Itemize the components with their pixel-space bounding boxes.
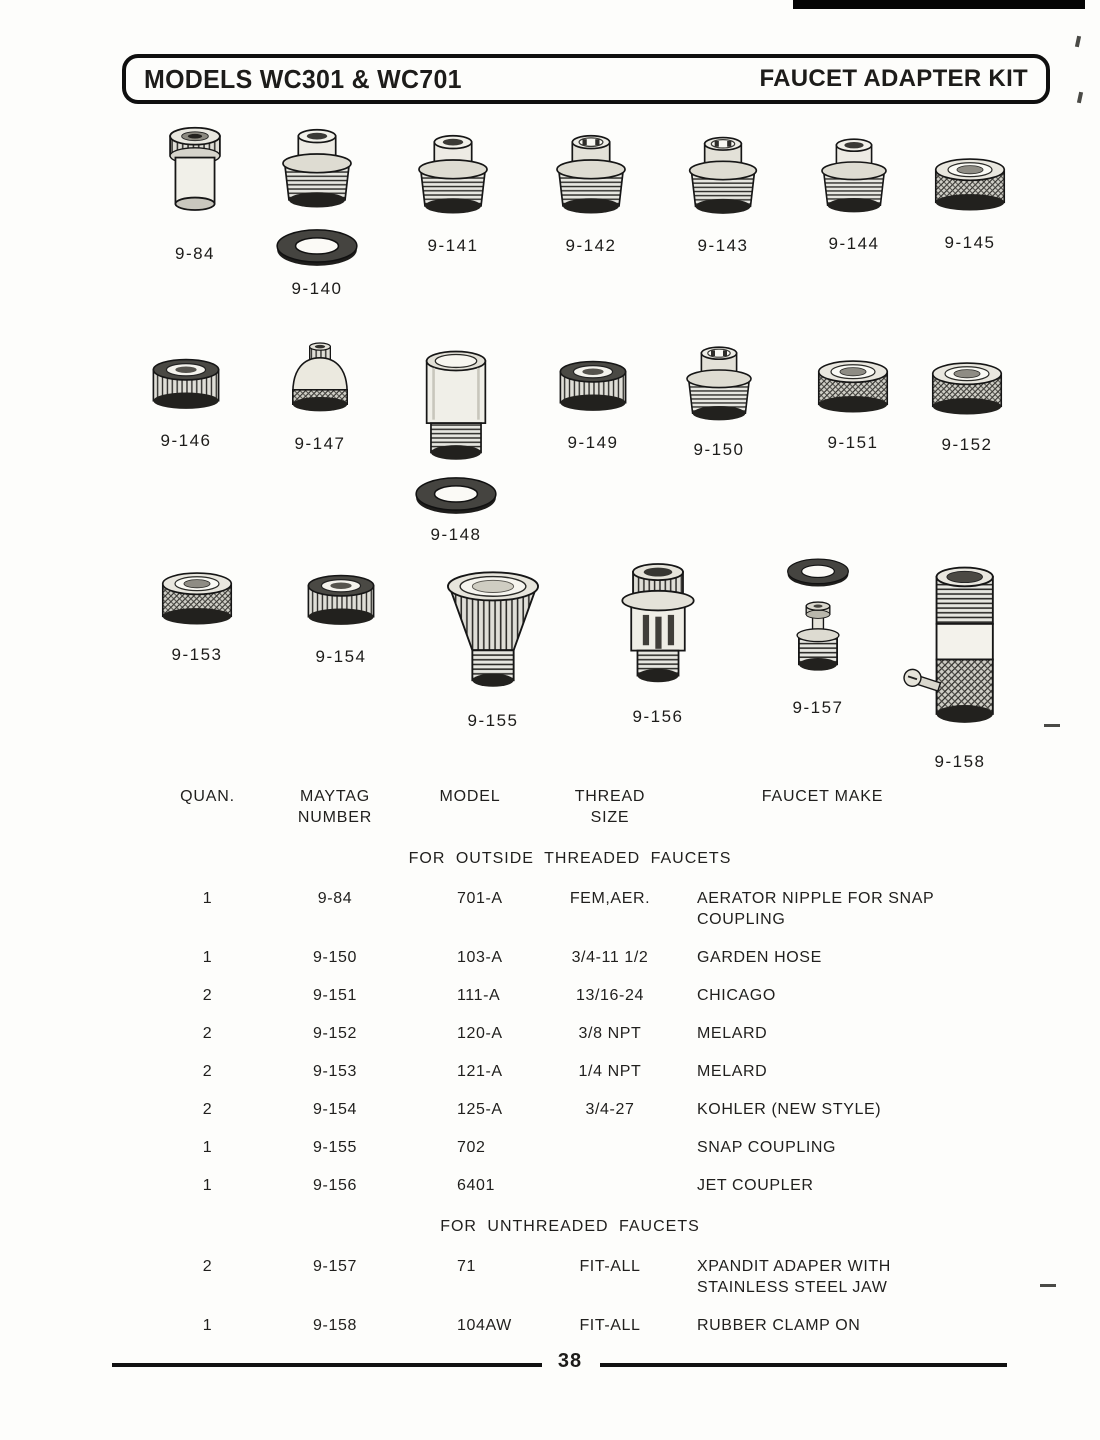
cell-thread [535, 1175, 685, 1196]
cell-quan: 2 [202, 1101, 213, 1118]
scan-mark [1040, 1284, 1056, 1287]
footer-rule-right [600, 1363, 1007, 1367]
cell-model: 121-A [457, 1063, 503, 1080]
part-9-84-illustration [155, 122, 235, 234]
cell-maytag: 9-154 [313, 1101, 357, 1118]
part-9-156-illustration [600, 556, 716, 697]
cell-maytag: 9-84 [317, 890, 353, 907]
part-figure-9-146 [134, 342, 238, 451]
part-label: 9-146 [160, 431, 212, 450]
part-label: 9-156 [632, 707, 684, 726]
cell-quan: 2 [202, 1063, 213, 1080]
cell-thread: 1/4 NPT [578, 1063, 642, 1080]
cell-maytag: 9-155 [313, 1139, 357, 1156]
part-figure-9-143 [668, 132, 778, 256]
table-row [150, 1023, 960, 1044]
table-row [150, 947, 960, 968]
cell-quan: 2 [202, 1258, 213, 1275]
part-9-144-illustration [806, 134, 902, 222]
cell-maytag: 9-151 [313, 987, 357, 1004]
part-figure-9-149 [540, 344, 646, 453]
part-9-141-illustration [402, 130, 504, 224]
kit-title: FAUCET ADAPTER KIT [759, 65, 1028, 92]
section-title-unthreaded: FOR UNTHREADED FAUCETS [440, 1218, 700, 1235]
part-9-151-illustration [804, 344, 902, 419]
part-label: 9-144 [828, 234, 880, 253]
part-9-147-illustration [272, 340, 368, 422]
part-9-143-illustration [673, 132, 773, 224]
part-9-148-adapter-illustration [404, 342, 508, 468]
part-label: 9-84 [174, 244, 216, 263]
part-figure-9-151 [800, 344, 906, 453]
header-maytag-number: MAYTAG NUMBER [297, 788, 373, 826]
cell-make: MELARD [697, 1025, 768, 1042]
part-9-142-illustration [540, 130, 642, 224]
header-model: MODEL [439, 788, 501, 805]
part-figure-9-142 [536, 130, 646, 256]
cell-make: GARDEN HOSE [697, 949, 822, 966]
table-row [150, 1256, 960, 1298]
table-row [150, 1315, 960, 1336]
cell-make: RUBBER CLAMP ON [697, 1317, 861, 1334]
part-label: 9-154 [315, 647, 367, 666]
part-figure-9-154 [288, 558, 394, 667]
part-label: 9-149 [567, 433, 619, 452]
part-figure-9-84 [150, 122, 240, 264]
cell-thread: 13/16-24 [576, 987, 644, 1004]
part-label: 9-143 [697, 236, 749, 255]
cell-model: 111-A [457, 987, 501, 1004]
part-label: 9-147 [294, 434, 346, 453]
part-9-149-illustration [544, 344, 642, 419]
header-thread-size: THREAD SIZE [574, 788, 646, 826]
models-title: MODELS WC301 & WC701 [144, 63, 462, 94]
cell-maytag: 9-156 [313, 1177, 357, 1194]
part-figure-9-147 [268, 340, 372, 454]
page-number: 38 [557, 1350, 583, 1372]
cell-thread: 3/4-27 [585, 1101, 635, 1118]
cell-make: KOHLER (NEW STYLE) [697, 1101, 882, 1118]
cell-model: 71 [457, 1258, 476, 1275]
cell-model: 125-A [457, 1101, 503, 1118]
cell-maytag: 9-152 [313, 1025, 357, 1042]
part-label: 9-152 [941, 435, 993, 454]
part-9-150-illustration [671, 342, 767, 430]
cell-model: 701-A [457, 890, 503, 907]
table-row [150, 985, 960, 1006]
cell-make: AERATOR NIPPLE FOR SNAP COUPLING [697, 890, 934, 928]
cell-quan: 2 [202, 1025, 213, 1042]
part-figure-9-145 [918, 142, 1022, 253]
cell-thread [535, 1137, 685, 1158]
cell-make: SNAP COUPLING [697, 1139, 837, 1156]
cell-model: 104AW [457, 1317, 512, 1334]
part-label: 9-150 [693, 440, 745, 459]
cell-maytag: 9-153 [313, 1063, 357, 1080]
part-9-146-illustration [137, 342, 235, 417]
cell-quan: 2 [202, 987, 213, 1004]
part-label: 9-157 [792, 698, 844, 717]
part-figure-9-157 [762, 556, 874, 718]
footer-rule-left [112, 1363, 542, 1367]
part-9-157-adapter-illustration [768, 597, 868, 688]
cell-maytag: 9-158 [313, 1317, 357, 1334]
page-header [122, 54, 1050, 104]
scan-mark [1075, 36, 1081, 48]
table-row [150, 1137, 960, 1158]
scan-top-bar [793, 0, 1085, 9]
part-label: 9-151 [827, 433, 879, 452]
cell-model: 120-A [457, 1025, 503, 1042]
cell-make: JET COUPLER [697, 1177, 814, 1194]
part-9-157-washer-illustration [783, 556, 853, 589]
table-header-row [150, 786, 960, 828]
part-label: 9-158 [934, 752, 986, 771]
part-figure-9-141 [398, 130, 508, 256]
cell-quan: 1 [202, 949, 213, 966]
table-row [150, 1099, 960, 1120]
cell-model: 103-A [457, 949, 503, 966]
part-label: 9-145 [944, 233, 996, 252]
header-quan: QUAN. [180, 788, 235, 805]
cell-thread: FIT-ALL [579, 1317, 641, 1334]
part-figure-9-150 [666, 342, 772, 460]
part-figure-9-155 [430, 560, 556, 731]
part-9-145-illustration [921, 142, 1019, 217]
part-9-140-adapter-illustration [266, 124, 368, 218]
cell-quan: 1 [202, 890, 213, 907]
part-label: 9-155 [467, 711, 519, 730]
part-9-155-illustration [432, 560, 554, 701]
part-label: 9-148 [430, 525, 482, 544]
cell-make: MELARD [697, 1063, 768, 1080]
table-row [150, 888, 960, 930]
section-title-outside-threaded: FOR OUTSIDE THREADED FAUCETS [408, 850, 732, 867]
table-row [150, 1175, 960, 1196]
cell-quan: 1 [202, 1177, 213, 1194]
cell-make: CHICAGO [697, 987, 776, 1004]
part-label: 9-142 [565, 236, 617, 255]
cell-maytag: 9-150 [313, 949, 357, 966]
cell-quan: 1 [202, 1317, 213, 1334]
cell-model: 6401 [457, 1177, 495, 1194]
part-9-140-washer-illustration [271, 226, 363, 269]
cell-thread: FEM,AER. [569, 890, 651, 907]
part-label: 9-140 [291, 279, 343, 298]
scan-mark [1077, 92, 1083, 104]
cell-maytag: 9-157 [313, 1258, 357, 1275]
part-figure-9-140 [262, 124, 372, 299]
header-faucet-make: FAUCET MAKE [761, 788, 884, 805]
part-9-158-illustration [899, 560, 1021, 744]
cell-thread: 3/8 NPT [578, 1025, 642, 1042]
cell-make: XPANDIT ADAPER WITH STAINLESS STEEL JAW [697, 1258, 891, 1296]
parts-table [150, 786, 960, 1353]
part-figure-9-152 [914, 346, 1020, 455]
part-9-148-washer-illustration [410, 474, 502, 517]
part-label: 9-141 [427, 236, 479, 255]
part-figure-9-156 [598, 556, 718, 727]
table-row [150, 1061, 960, 1082]
part-9-152-illustration [918, 346, 1016, 421]
scan-mark [1044, 724, 1060, 727]
cell-model: 702 [457, 1139, 486, 1156]
part-figure-9-158 [898, 560, 1022, 772]
part-figure-9-144 [802, 134, 906, 254]
part-figure-9-148 [400, 342, 512, 545]
part-label: 9-153 [171, 645, 223, 664]
part-9-153-illustration [148, 556, 246, 631]
cell-thread: 3/4-11 1/2 [571, 949, 649, 966]
part-figure-9-153 [144, 556, 250, 665]
cell-quan: 1 [202, 1139, 213, 1156]
part-9-154-illustration [292, 558, 390, 633]
cell-thread: FIT-ALL [579, 1258, 641, 1275]
